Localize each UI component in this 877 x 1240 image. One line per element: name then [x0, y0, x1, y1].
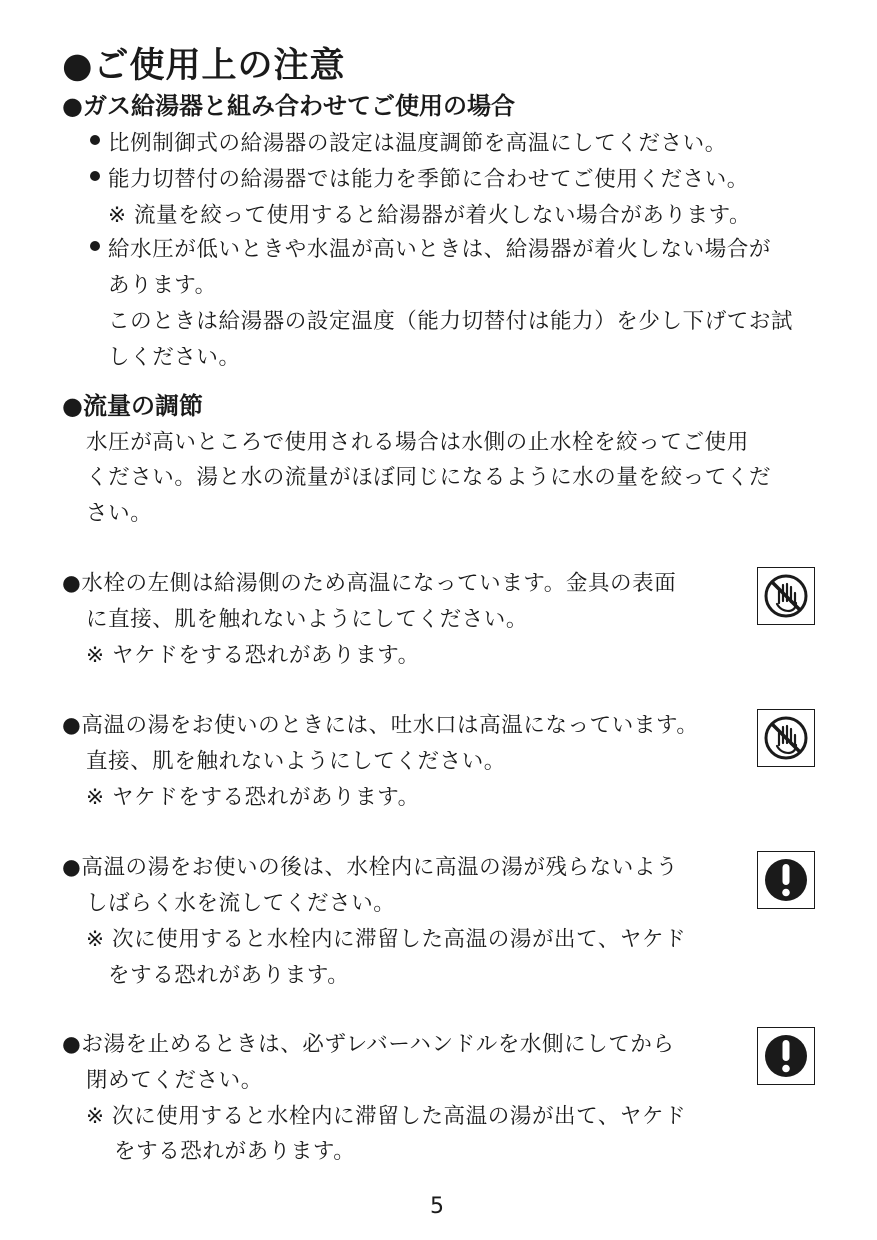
- warning-4-line-3: ※ 次に使用すると水栓内に滞留した高温の湯が出て、ヤケド: [86, 1104, 687, 1129]
- gas-bullet-3-line-3: このときは給湯器の設定温度（能力切替付は能力）を少し下げてお試: [108, 309, 794, 334]
- exclamation-icon: [757, 1027, 815, 1085]
- bullet-dot: [90, 171, 100, 181]
- gas-bullet-2-line-2: ※ 流量を絞って使用すると給湯器が着火しない場合があります。: [108, 203, 752, 228]
- flow-line-1: 水圧が高いところで使用される場合は水側の止水栓を絞ってご使用: [86, 430, 749, 455]
- gas-bullet-1-line-1: 比例制御式の給湯器の設定は温度調節を高温にしてください。: [108, 131, 727, 156]
- warning-4-line-1: ●お湯を止めるときは、必ずレバーハンドルを水側にしてから: [62, 1032, 675, 1057]
- warning-3-line-1: ●高温の湯をお使いの後は、水栓内に高温の湯が残らないよう: [62, 855, 679, 880]
- no-touch-icon: [757, 567, 815, 625]
- page-title: ●ご使用上の注意: [62, 46, 346, 86]
- warning-3-line-4: をする恐れがあります。: [108, 963, 350, 988]
- bullet-dot: [90, 241, 100, 251]
- warning-2-line-3: ※ ヤケドをする恐れがあります。: [86, 785, 420, 810]
- gas-bullet-3-line-2: あります。: [108, 273, 217, 298]
- bullet-dot: [90, 135, 100, 145]
- gas-section-heading: ●ガス給湯器と組み合わせてご使用の場合: [62, 92, 515, 120]
- page-number: 5: [430, 1194, 444, 1219]
- warning-3-line-2: しばらく水を流してください。: [86, 891, 396, 916]
- flow-line-3: さい。: [86, 501, 153, 526]
- warning-4-line-4: をする恐れがあります。: [114, 1139, 356, 1164]
- no-touch-icon: [757, 709, 815, 767]
- gas-bullet-2-line-1: 能力切替付の給湯器では能力を季節に合わせてご使用ください。: [108, 167, 749, 192]
- exclamation-icon: [757, 851, 815, 909]
- warning-2-line-1: ●高温の湯をお使いのときには、吐水口は高温になっています。: [62, 713, 699, 738]
- gas-bullet-3-line-4: しください。: [108, 345, 241, 370]
- flow-line-2: ください。湯と水の流量がほぼ同じになるように水の量を絞ってくだ: [86, 465, 772, 490]
- warning-1-line-3: ※ ヤケドをする恐れがあります。: [86, 643, 420, 668]
- gas-bullet-3-line-1: 給水圧が低いときや水温が高いときは、給湯器が着火しない場合が: [108, 237, 772, 262]
- warning-1-line-1: ●水栓の左側は給湯側のため高温になっています。金具の表面: [62, 571, 677, 596]
- warning-2-line-2: 直接、肌を触れないようにしてください。: [86, 749, 506, 774]
- warning-4-line-2: 閉めてください。: [86, 1068, 263, 1093]
- warning-3-line-3: ※ 次に使用すると水栓内に滞留した高温の湯が出て、ヤケド: [86, 927, 687, 952]
- warning-1-line-2: に直接、肌を触れないようにしてください。: [86, 607, 529, 632]
- flow-section-heading: ●流量の調節: [62, 392, 203, 420]
